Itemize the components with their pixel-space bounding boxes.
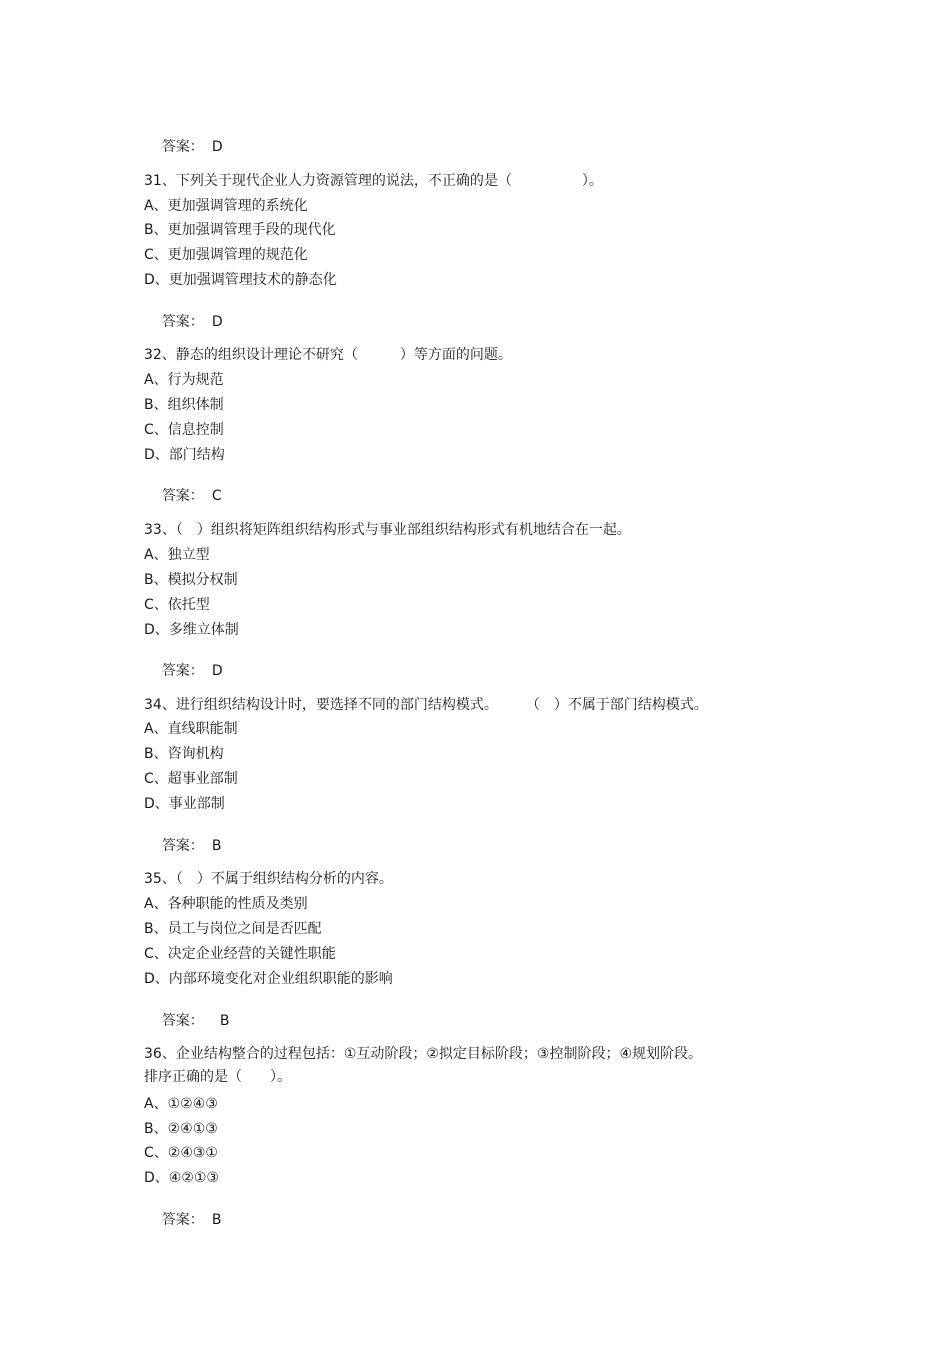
option-d: D、内部环境变化对企业组织职能的影响 [144, 971, 393, 987]
question-stem: 34、进行组织结构设计时，要选择不同的部门结构模式。 （ ）不属于部门结构模式。 [144, 697, 708, 713]
option-d: D、事业部制 [144, 796, 225, 812]
answer-value: D [211, 314, 223, 330]
answer-label: 答案： [161, 1013, 204, 1029]
question-stem: 31、下列关于现代企业人力资源管理的说法，不正确的是（ ）。 [144, 173, 603, 189]
answer-row [144, 644, 223, 679]
option-b: B、员工与岗位之间是否匹配 [144, 921, 322, 937]
question-stem-continued: 排序正确的是（ ）。 [144, 1069, 291, 1085]
option-b: B、组织体制 [144, 397, 224, 413]
answer-value: D [211, 663, 223, 679]
option-c: C、超事业部制 [144, 771, 238, 787]
answer-row [144, 994, 230, 1029]
answer-value: B [211, 1212, 222, 1228]
document-page [144, 0, 924, 1345]
option-a: A、独立型 [144, 547, 210, 563]
answer-value: C [211, 488, 222, 504]
question-stem: 35、（ ）不属于组织结构分析的内容。 [144, 871, 393, 887]
answer-label: 答案： [161, 838, 204, 854]
option-c: C、信息控制 [144, 422, 224, 438]
option-b: B、咨询机构 [144, 746, 224, 762]
option-c: C、依托型 [144, 597, 210, 613]
question-stem: 33、（ ）组织将矩阵组织结构形式与事业部组织结构形式有机地结合在一起。 [144, 522, 631, 538]
option-a: A、各种职能的性质及类别 [144, 896, 308, 912]
answer-value: B [211, 838, 222, 854]
answer-label: 答案： [161, 663, 204, 679]
option-b: B、更加强调管理手段的现代化 [144, 222, 336, 238]
option-a: A、直线职能制 [144, 721, 238, 737]
option-c: C、更加强调管理的规范化 [144, 247, 308, 263]
option-c: C、决定企业经营的关键性职能 [144, 946, 336, 962]
answer-row [144, 469, 222, 504]
option-b: B、模拟分权制 [144, 572, 238, 588]
answer-label: 答案： [161, 314, 204, 330]
option-d: D、④②①③ [144, 1170, 219, 1186]
answer-row [144, 1193, 222, 1228]
answer-label: 答案： [161, 488, 204, 504]
answer-row [144, 819, 222, 854]
answer-label: 答案： [161, 1212, 204, 1228]
option-a: A、①②④③ [144, 1096, 218, 1112]
option-d: D、多维立体制 [144, 622, 239, 638]
question-stem: 36、企业结构整合的过程包括：①互动阶段；②拟定目标阶段；③控制阶段；④规划阶段。 [144, 1046, 703, 1062]
answer-row [144, 295, 223, 330]
option-d: D、更加强调管理技术的静态化 [144, 272, 337, 288]
option-a: A、更加强调管理的系统化 [144, 198, 308, 214]
option-d: D、部门结构 [144, 447, 225, 463]
answer-label: 答案： [161, 139, 204, 155]
option-a: A、行为规范 [144, 372, 224, 388]
answer-row [144, 120, 223, 155]
answer-value: B [219, 1013, 230, 1029]
question-stem: 32、静态的组织设计理论不研究（ ）等方面的问题。 [144, 347, 512, 363]
answer-value: D [211, 139, 223, 155]
option-b: B、②④①③ [144, 1121, 218, 1137]
option-c: C、②④③① [144, 1145, 218, 1161]
